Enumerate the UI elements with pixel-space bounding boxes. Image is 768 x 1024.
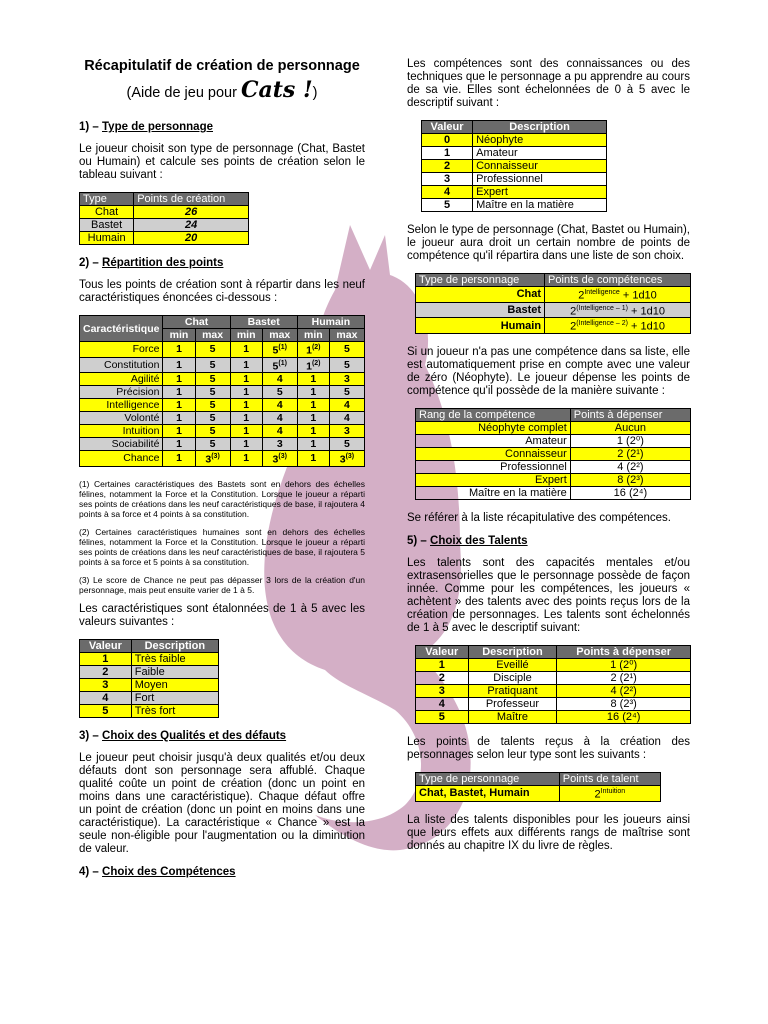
cell: 1: [230, 357, 262, 373]
cell: 1 (2⁰): [557, 658, 691, 671]
cell-exponent: Intelligence: [584, 289, 620, 296]
cell-exponent: (Intelligence – 2): [576, 320, 628, 328]
table-row: [422, 186, 607, 199]
section-2-text-2: Les caractéristiques sont étalonnées de 1 à 5 avec les valeurs suivantes :: [79, 602, 365, 628]
cell: 26: [134, 206, 249, 219]
footnote-ref: (1): [278, 344, 287, 351]
section-title: Type de personnage: [102, 121, 213, 133]
table-header: Caractéristique: [80, 316, 163, 342]
cell: 1: [163, 342, 195, 358]
table-row: [80, 386, 365, 399]
cell-value: 3: [339, 453, 346, 466]
table-header: max: [262, 329, 297, 342]
cell: 1: [297, 451, 329, 467]
cell: 5: [195, 373, 230, 386]
cell: Chat, Bastet, Humain: [416, 785, 560, 801]
section-title: Choix des Qualités et des défauts: [102, 729, 287, 742]
table-header: Points à dépenser: [570, 408, 690, 421]
table-header: Valeur: [422, 121, 473, 134]
cell: 5: [329, 386, 364, 399]
skill-cost-rows: [416, 421, 691, 499]
cell: 1: [230, 373, 262, 386]
cell: Bastet: [80, 219, 134, 232]
footnote-ref: (3): [345, 453, 355, 460]
cell: 0: [422, 134, 473, 147]
cell: 5: [329, 342, 364, 358]
cell: 4: [416, 697, 469, 710]
table-row: [80, 678, 219, 691]
footnote-ref: (2): [311, 359, 321, 367]
section-2-heading: [79, 257, 365, 269]
cell: 5: [262, 386, 297, 399]
section-title: Choix des Compétences: [102, 865, 236, 878]
cell: Force: [80, 342, 163, 358]
cell: 3: [262, 438, 297, 451]
skills-points-text: Selon le type de personnage (Chat, Bastet ou Humain), le joueur aura droit un certain nombre de points de compétence qu'il répartira dans une liste de son choix.: [407, 224, 690, 262]
cell: [545, 318, 691, 334]
table-header: Valeur: [80, 639, 132, 652]
section-number: 3) –: [79, 729, 103, 742]
cell: Professeur: [468, 697, 557, 710]
cell: [262, 451, 297, 467]
table-row: [416, 434, 691, 447]
table-row: [80, 357, 365, 373]
cell: Chance: [80, 451, 163, 467]
cell: 5: [195, 438, 230, 451]
table-header: Points de compétences: [545, 274, 691, 287]
section-1-text: Le joueur choisit son type de personnage (Chat, Bastet ou Humain) et calcule ses points de création selon le tableau suivant :: [79, 143, 365, 181]
cell: 1: [230, 425, 262, 438]
cell-value: 5: [272, 344, 279, 357]
cell: [545, 302, 691, 318]
cell: Sociabilité: [80, 438, 163, 451]
cell: 1: [80, 652, 132, 665]
talents-list-text: La liste des talents disponibles pour les joueurs ainsi que leurs effets aux différents rangs de maîtrise sont donnés au chapitre IX du livre de règles.: [407, 813, 690, 852]
section-number: 2) –: [79, 257, 103, 269]
table-row: [422, 173, 607, 186]
table-header: min: [297, 329, 329, 342]
cell: Connaisseur: [416, 447, 571, 460]
table-row: [80, 665, 219, 678]
table-row: [416, 710, 691, 723]
table-row: [80, 219, 249, 232]
section-3-text: Le joueur peut choisir jusqu'à deux qualités et/ou deux défauts dont son personnage sera affublé. Chaque qualité coûte un point de création (donc un point en moins dans une caractéristique). Chaque défaut offre un point de création (donc un point en moins dans une caractéristique). La caractéristique « Chance » est la seule non-éligible pour l'augmentation ou la diminution de valeur.: [79, 751, 365, 855]
cell: 4: [80, 691, 132, 704]
cell: 5: [329, 357, 364, 373]
table-row: [422, 160, 607, 173]
cell: 2: [80, 665, 132, 678]
cell: Pratiquant: [468, 684, 557, 697]
table-header: Rang de la compétence: [416, 408, 571, 421]
page-title: Récapitulatif de création de personnage: [84, 58, 360, 74]
cell: 2 (2¹): [557, 671, 691, 684]
cell: Professionnel: [416, 460, 571, 473]
cell: 3: [416, 684, 469, 697]
cell: 4: [329, 399, 364, 412]
cell: Amateur: [416, 434, 571, 447]
cell: Précision: [80, 386, 163, 399]
cell-base: 2: [578, 289, 585, 302]
cell: 1: [297, 438, 329, 451]
cell: Bastet: [416, 302, 545, 318]
skills-intro-text: Les compétences sont des connaissances ou des techniques que le personnage a pu apprendre au cours de sa vie. Elles sont échelonnées de 0 à 5 avec le descriptif suivant :: [407, 58, 690, 109]
cell: Faible: [131, 665, 218, 678]
cell-dice: + 1d10: [622, 289, 657, 302]
game-logo-text: Cats !: [240, 77, 313, 103]
cell-value: 1: [306, 344, 312, 357]
table-row: [80, 412, 365, 425]
table-row: [80, 652, 219, 665]
cell: Néophyte complet: [416, 421, 571, 434]
table-row: [416, 785, 661, 801]
cell: 3: [329, 373, 364, 386]
section-number: 5) –: [407, 534, 431, 547]
characteristics-rows: [80, 342, 365, 467]
cell: 1: [297, 412, 329, 425]
cell: 2: [422, 160, 473, 173]
cell: 4 (2²): [570, 460, 690, 473]
section-1-heading: [79, 121, 365, 133]
cell: Disciple: [468, 671, 557, 684]
cell: 1: [163, 425, 195, 438]
table-row: [80, 691, 219, 704]
cell: 1: [422, 147, 473, 160]
cell: 1: [163, 399, 195, 412]
left-column: [79, 58, 365, 888]
table-header: Bastet: [230, 316, 297, 329]
cell: 8 (2³): [570, 473, 690, 486]
table-row: [80, 342, 365, 358]
table-header: Valeur: [416, 645, 469, 658]
cell: 5: [195, 357, 230, 373]
cell: 1: [163, 451, 195, 467]
skill-cost-table: [415, 408, 691, 500]
cell: 16 (2⁴): [557, 710, 691, 723]
cell: 1: [230, 342, 262, 358]
cell: 1: [297, 386, 329, 399]
cell: 4: [262, 399, 297, 412]
table-header: max: [329, 329, 364, 342]
footnote-ref: (1): [278, 359, 287, 367]
footnote-3: (3) Le score de Chance ne peut pas dépasser 3 lors de la création d'un personnage, mais peut ensuite varier de 1 à 5.: [79, 574, 365, 595]
cell: Agilité: [80, 373, 163, 386]
cell: Connaisseur: [473, 160, 607, 173]
cell: 1 (2⁰): [570, 434, 690, 447]
table-header: min: [163, 329, 195, 342]
table-header: Description: [468, 645, 557, 658]
cell-exponent: Intuition: [600, 787, 626, 795]
cell: Maître: [468, 710, 557, 723]
cell-value: 3: [205, 453, 212, 466]
cell: 2: [416, 671, 469, 684]
cell: Chat: [416, 287, 545, 303]
table-header: Type: [80, 193, 134, 206]
table-row: [416, 671, 691, 684]
talents-intro-text: Les talents sont des capacités mentales et/ou extrasensorielles que le personnage possède de façon innée. Comme pour les compétences, les joueurs « achètent » des talents avec des points reçus lors de la création de personnages. Les talents sont échelonnés de 1 à 5 avec le descriptif suivant:: [407, 556, 690, 634]
cell: [195, 451, 230, 467]
talent-points-table: [415, 772, 661, 802]
table-header: Humain: [297, 316, 364, 329]
cell: 24: [134, 219, 249, 232]
cell: Constitution: [80, 357, 163, 373]
cell: [262, 342, 297, 358]
cell: [545, 287, 691, 303]
table-row: [80, 206, 249, 219]
cell: 1: [230, 399, 262, 412]
cell: 1: [230, 412, 262, 425]
cell: 8 (2³): [557, 697, 691, 710]
table-row: [80, 425, 365, 438]
table-row: [416, 447, 691, 460]
cell: 4 (2²): [557, 684, 691, 697]
skill-points-table: [415, 273, 691, 334]
cell: Intelligence: [80, 399, 163, 412]
cell: [297, 342, 329, 358]
table-row: [80, 704, 219, 717]
cell: 1: [163, 438, 195, 451]
section-5-heading: [407, 535, 690, 547]
table-row: [80, 451, 365, 467]
skill-levels-rows: [422, 134, 607, 212]
cell: 5: [422, 199, 473, 212]
cell: 5: [195, 412, 230, 425]
section-number: 1) –: [79, 121, 103, 133]
cell: 1: [297, 399, 329, 412]
skills-spending-text: Si un joueur n'a pas une compétence dans sa liste, elle est automatiquement prise en compte avec une valeur de zéro (Néophyte). Le joueur dépense les points de compétence qu'il possède de la manière suivante :: [407, 345, 690, 397]
talent-levels-table: [415, 645, 691, 724]
cell: 1: [163, 386, 195, 399]
cell: 5: [195, 386, 230, 399]
table-row: [416, 658, 691, 671]
table-row: [416, 421, 691, 434]
table-header: Points de création: [134, 193, 249, 206]
table-row: [416, 473, 691, 486]
cell: 5: [80, 704, 132, 717]
page-subtitle: [79, 77, 365, 103]
cell: [329, 451, 364, 467]
subtitle-prefix: (Aide de jeu pour: [126, 85, 241, 101]
cell: 1: [230, 438, 262, 451]
cell: Chat: [80, 206, 134, 219]
talent-points-text: Les points de talents reçus à la création des personnages selon leur type sont les suivants :: [407, 735, 690, 761]
cell: [559, 785, 660, 801]
cell: 5: [416, 710, 469, 723]
cell: Néophyte: [473, 134, 607, 147]
characteristics-table: [79, 315, 365, 467]
cell-value: 5: [272, 360, 279, 372]
cell: 5: [195, 342, 230, 358]
cell: 2 (2¹): [570, 447, 690, 460]
table-header: Points de talent: [559, 772, 660, 785]
table-header: max: [195, 329, 230, 342]
skills-reference-text: Se référer à la liste récapitulative des compétences.: [407, 511, 671, 524]
cell: Expert: [473, 186, 607, 199]
characteristic-values-table: [79, 639, 219, 718]
cell: Maître en la matière: [473, 199, 607, 212]
cell: Amateur: [473, 147, 607, 160]
section-3-heading: [79, 730, 365, 742]
footnote-1: (1) Certaines caractéristiques des Bastets sont en dehors des échelles félines, notamment la Force et la Constitution. Lorsque le joueur a réparti ses points de créations dans les neuf caractéristiques de base, il rajoutera 4 points à sa force et 4 points à sa constitution.: [79, 478, 365, 519]
table-row: [422, 134, 607, 147]
cell: Humain: [416, 318, 545, 334]
footnote-ref: (2): [311, 344, 321, 351]
cell: Maître en la matière: [416, 486, 571, 499]
table-row: [422, 147, 607, 160]
cell: 5: [329, 438, 364, 451]
creation-points-table: [79, 192, 249, 245]
cell-base: 2: [570, 320, 577, 333]
table-row: [416, 287, 691, 303]
cell-dice: + 1d10: [631, 305, 665, 318]
cell: 16 (2⁴): [570, 486, 690, 499]
section-title: Choix des Talents: [430, 534, 528, 547]
cell: 3: [329, 425, 364, 438]
cell: 3: [80, 678, 132, 691]
skill-points-rows: [416, 287, 691, 334]
table-row: [422, 199, 607, 212]
cell: Très faible: [131, 652, 218, 665]
cell: Professionnel: [473, 173, 607, 186]
cell: 1: [163, 357, 195, 373]
cell: 1: [163, 412, 195, 425]
talent-levels-rows: [416, 658, 691, 723]
cell: 4: [262, 373, 297, 386]
footnote-ref: (3): [211, 453, 220, 460]
cell: Fort: [131, 691, 218, 704]
cell: 4: [422, 186, 473, 199]
cell-base: 2: [570, 305, 577, 318]
table-row: [416, 318, 691, 334]
right-column: [407, 58, 690, 863]
table-header: Description: [473, 121, 607, 134]
cell: Très fort: [131, 704, 218, 717]
cell: [262, 357, 297, 373]
cell: 4: [262, 425, 297, 438]
cell: Aucun: [570, 421, 690, 434]
table-header: Chat: [163, 316, 230, 329]
cell: Expert: [416, 473, 571, 486]
table-row: [416, 486, 691, 499]
cell-exponent: (Intelligence – 1): [576, 304, 628, 312]
section-2-text: Tous les points de création sont à répartir dans les neuf caractéristiques énoncées ci-dessous :: [79, 279, 365, 304]
cell: 4: [329, 412, 364, 425]
cell: 1: [297, 425, 329, 438]
cell: 5: [195, 399, 230, 412]
table-header: Points à dépenser: [557, 645, 691, 658]
cell-dice: + 1d10: [631, 320, 665, 333]
cell: Moyen: [131, 678, 218, 691]
cell: 1: [230, 451, 262, 467]
section-title: Répartition des points: [102, 257, 224, 269]
table-row: [416, 684, 691, 697]
cell: 5: [195, 425, 230, 438]
cell: 1: [297, 373, 329, 386]
footnote-2: (2) Certaines caractéristiques humaines sont en dehors des échelles félines, notamment la Force et la Constitution. Lorsque le joueur a réparti ses points de créations dans les neuf caractéristiques de base, il rajoutera 5 points à sa force et 5 points à sa constitution.: [79, 526, 365, 567]
cell: 4: [262, 412, 297, 425]
table-header: Description: [131, 639, 218, 652]
table-row: [80, 373, 365, 386]
cell: 1: [416, 658, 469, 671]
section-number: 4) –: [79, 865, 103, 878]
cell: 3: [422, 173, 473, 186]
table-row: [416, 697, 691, 710]
cell: [297, 357, 329, 373]
section-4-heading: [79, 866, 365, 878]
cell: 1: [163, 373, 195, 386]
cell: Volonté: [80, 412, 163, 425]
table-header: Type de personnage: [416, 274, 545, 287]
cell: 20: [134, 232, 249, 245]
table-row: [80, 399, 365, 412]
table-header: Type de personnage: [416, 772, 560, 785]
table-row: [416, 302, 691, 318]
table-header: min: [230, 329, 262, 342]
cell: 1: [230, 386, 262, 399]
cell-base: 2: [594, 788, 601, 801]
table-row: [416, 460, 691, 473]
cell: Intuition: [80, 425, 163, 438]
skill-levels-table: [421, 120, 607, 212]
cell-value: 3: [272, 453, 279, 466]
table-row: [80, 438, 365, 451]
subtitle-suffix: ): [312, 85, 318, 101]
footnote-ref: (3): [278, 453, 287, 460]
cell: Eveillé: [468, 658, 557, 671]
cell-value: 1: [306, 360, 312, 372]
cell: Humain: [80, 232, 134, 245]
table-row: [80, 232, 249, 245]
